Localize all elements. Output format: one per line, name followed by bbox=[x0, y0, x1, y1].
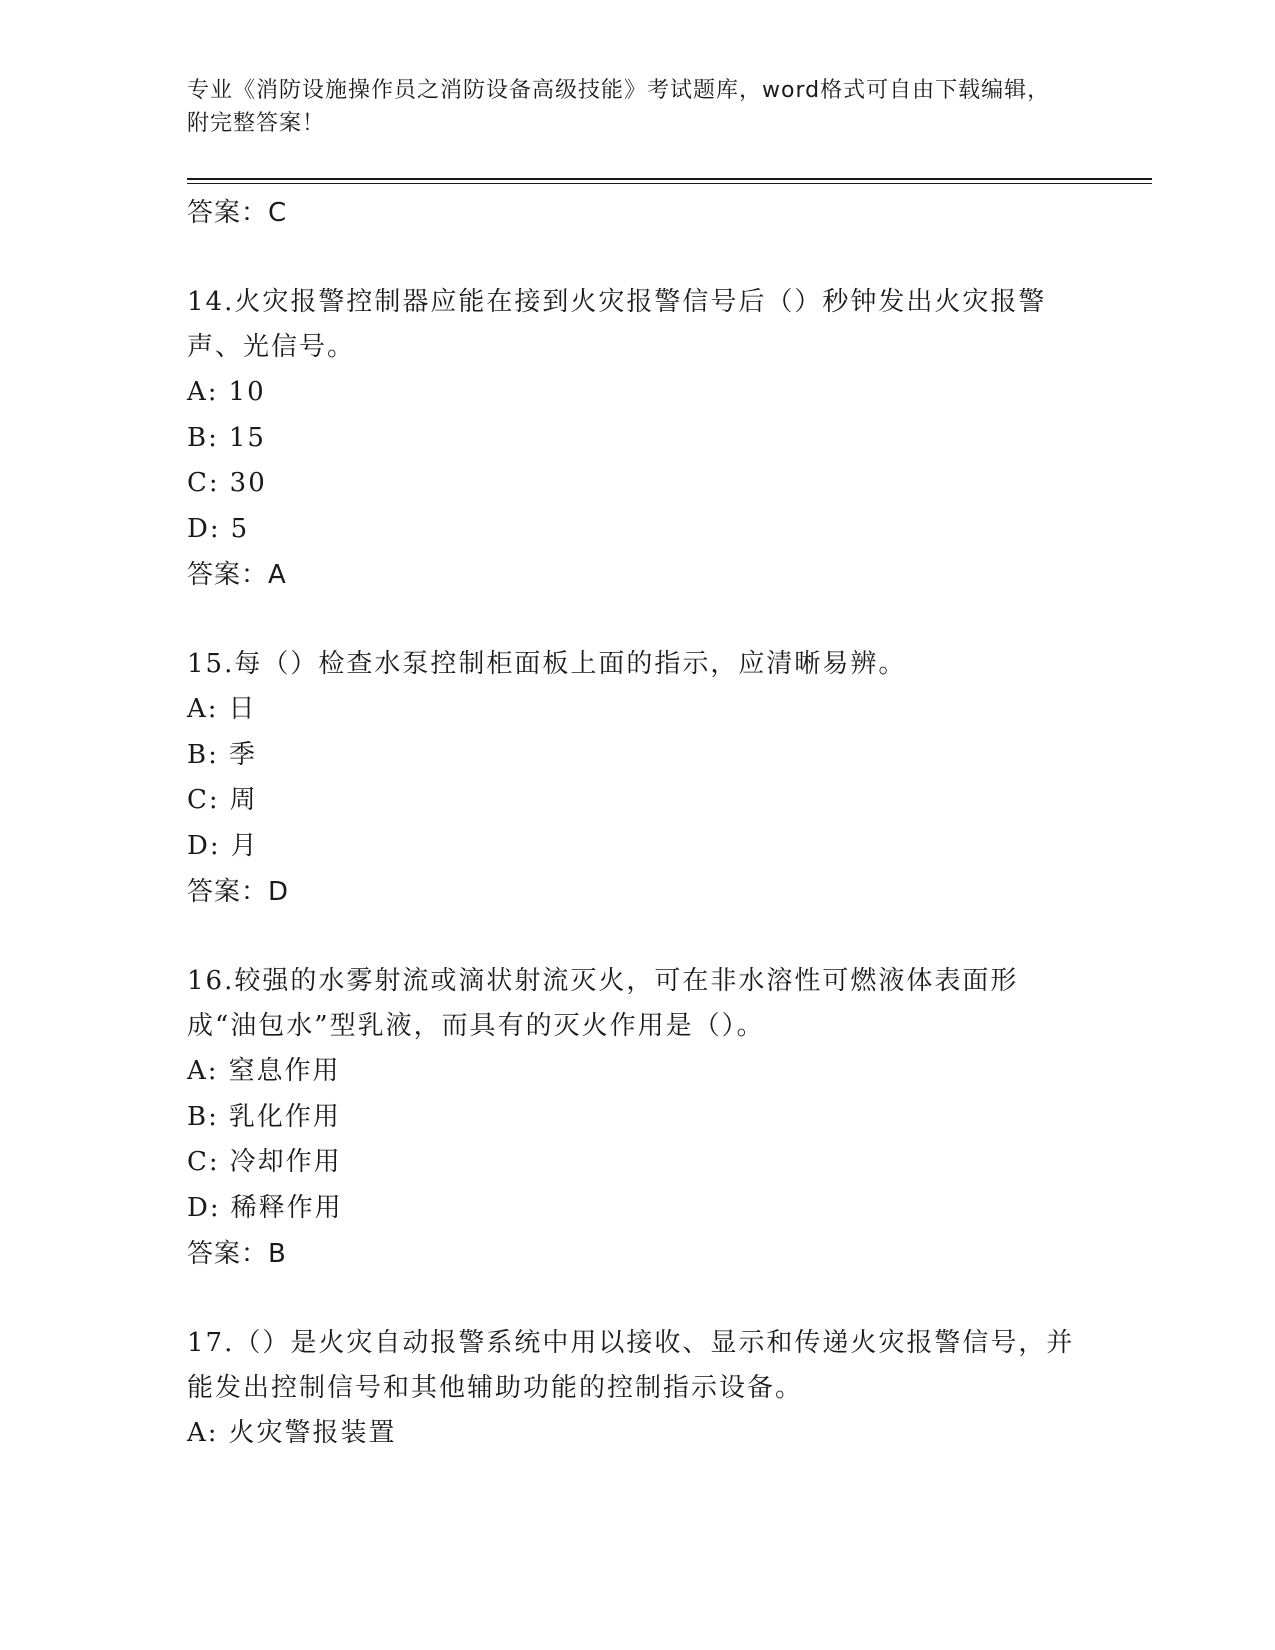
option-key: B: bbox=[187, 1101, 219, 1132]
option-value: 季 bbox=[228, 739, 257, 770]
question-text: 16.较强的水雾射流或滴状射流灭火，可在非水溶性可燃液体表面形成“油包水”型乳液，而具有的灭火作用是（）。 bbox=[187, 966, 1019, 1041]
question-list bbox=[187, 190, 1087, 1457]
answer-line: 答案：D bbox=[187, 877, 290, 907]
option-key: C: bbox=[187, 785, 220, 815]
option-value: 稀释作用 bbox=[230, 1192, 343, 1223]
option-a bbox=[187, 1049, 1087, 1095]
option-d bbox=[187, 1186, 1087, 1232]
option-a bbox=[187, 1411, 1087, 1457]
document-header: 专业《消防设施操作员之消防设备高级技能》考试题库，word格式可自由下载编辑，附完整答案！ bbox=[187, 78, 1051, 136]
option-key: C: bbox=[187, 1147, 220, 1177]
header-rule-thin bbox=[187, 183, 1152, 184]
option-c bbox=[187, 1140, 1087, 1186]
option-d bbox=[187, 507, 1087, 553]
option-a bbox=[187, 687, 1087, 733]
option-key: B: bbox=[187, 739, 219, 770]
option-value: 火灾警报装置 bbox=[228, 1418, 397, 1448]
option-value: 周 bbox=[229, 785, 258, 815]
option-value: 10 bbox=[228, 377, 266, 407]
question-text: 15.每（）检查水泵控制柜面板上面的指示，应清晰易辨。 bbox=[187, 649, 907, 679]
option-key: D: bbox=[187, 513, 221, 544]
option-value: 冷却作用 bbox=[229, 1147, 342, 1177]
answer-line: 答案：B bbox=[187, 1239, 287, 1269]
answer-line: 答案：A bbox=[187, 560, 287, 590]
answer-line: 答案：C bbox=[187, 198, 288, 228]
option-value: 月 bbox=[230, 830, 259, 861]
header-rule-thick bbox=[187, 178, 1152, 180]
option-value: 30 bbox=[229, 468, 267, 498]
question-text: 14.火灾报警控制器应能在接到火灾报警信号后（）秒钟发出火灾报警声、光信号。 bbox=[187, 287, 1047, 362]
option-key: A: bbox=[187, 377, 219, 407]
question-text: 17.（）是火灾自动报警系统中用以接收、显示和传递火灾报警信号，并能发出控制信号和其他辅助功能的控制指示设备。 bbox=[187, 1328, 1075, 1403]
option-key: D: bbox=[187, 830, 221, 861]
option-c bbox=[187, 778, 1087, 824]
option-value: 15 bbox=[228, 422, 266, 453]
option-b bbox=[187, 416, 1087, 462]
option-c bbox=[187, 461, 1087, 507]
option-key: A: bbox=[187, 1056, 219, 1086]
option-key: A: bbox=[187, 694, 219, 724]
option-value: 乳化作用 bbox=[228, 1101, 341, 1132]
option-value: 5 bbox=[230, 513, 250, 544]
option-key: D: bbox=[187, 1192, 221, 1223]
option-value: 日 bbox=[228, 694, 257, 724]
option-key: C: bbox=[187, 468, 220, 498]
option-d bbox=[187, 824, 1087, 870]
option-b bbox=[187, 1095, 1087, 1141]
option-key: A: bbox=[187, 1418, 219, 1448]
option-value: 窒息作用 bbox=[228, 1056, 341, 1086]
option-a bbox=[187, 370, 1087, 416]
option-b bbox=[187, 733, 1087, 779]
option-key: B: bbox=[187, 422, 219, 453]
